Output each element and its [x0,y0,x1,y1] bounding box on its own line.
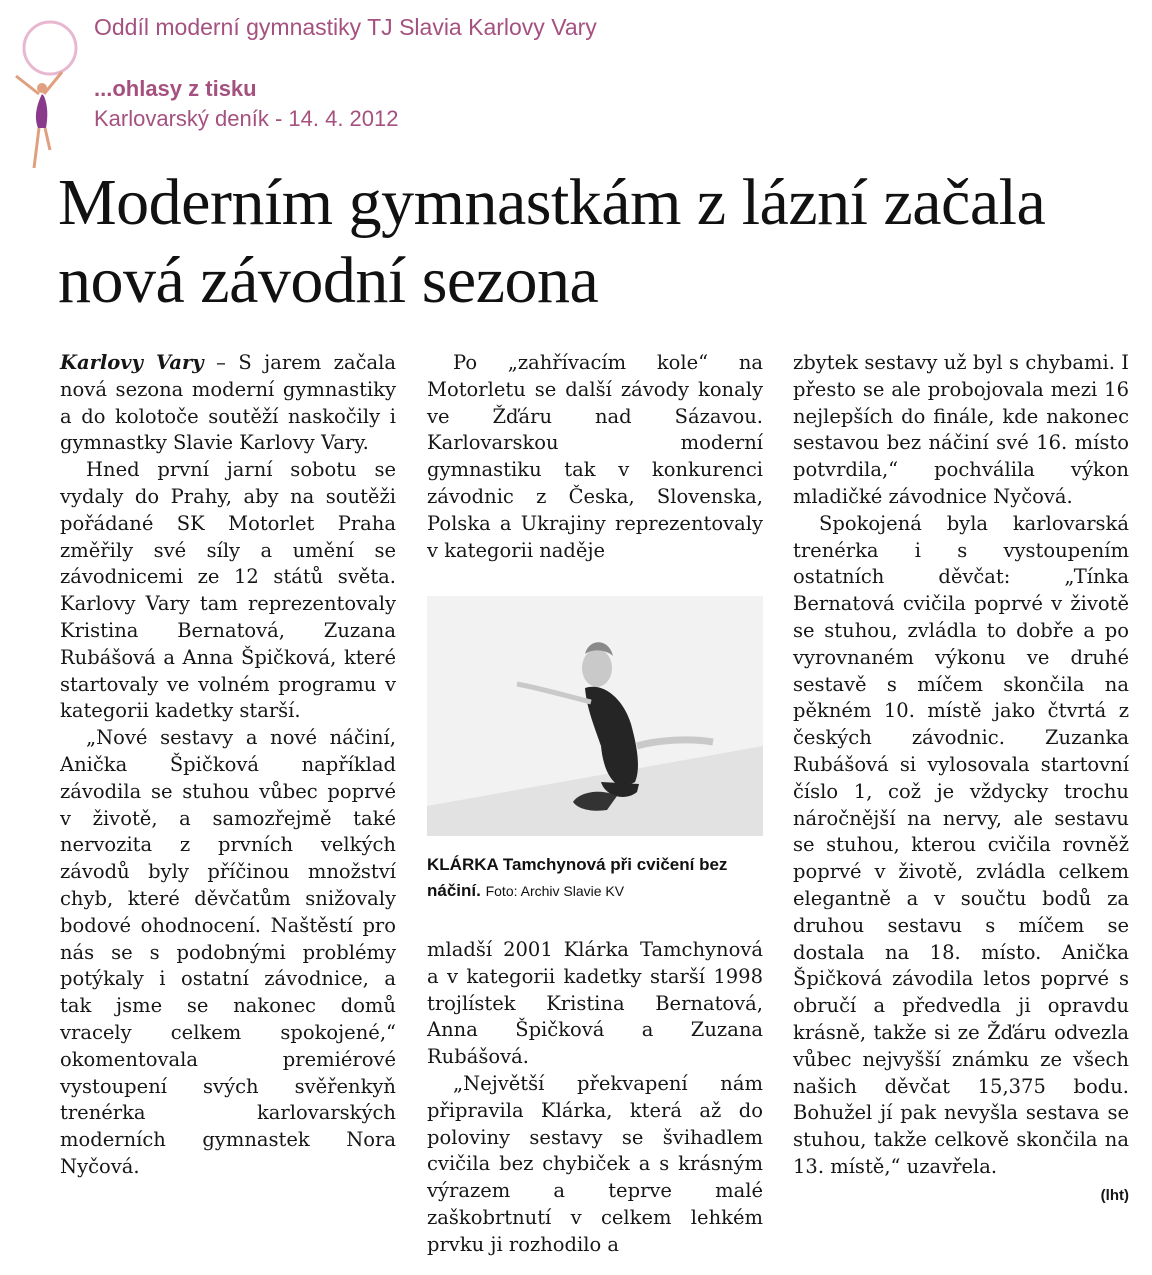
article-headline: Moderním gymnastkám z lázní začala nová závodní sezona [58,166,1046,317]
paragraph-6: Spokojená byla karlovarská trenérka i s vystoupením ostatních děvčat: „Tínka Bernatová cvičila poprvé v životě se stuhou, zvládla to dobře a po vyrovnaném výkonu ve druhé sestavě s míčem skončila na pěkném 10. místě jako čtvrtá z českých závodnic. Zuzanka Rubášová si vylosovala startovní číslo 1, což je vždycky trochu náročnější na nervy, ale sestavu se stuhou, kterou cvičila rovněž poprvé v životě, zvládla celkem elegantně a v součtu bodů za druhou sestavu s míčem se dostala na 18. místo. Anička Špičková závodila letos poprvé s obručí a předvedla ji opravdu krásně, takže si ze Žďáru odvezla vůbec nejvyšší známku ze všech našich děvčat 15,375 bodu. Bohužel jí pak nevyšla sestava se stuhou, takže celkově skončila na 13. místě,“ uzavřela. [793,511,1129,1178]
section-label: ...ohlasy z tisku [94,76,257,101]
lead-paragraph [60,350,396,457]
byline-row [793,1181,1129,1210]
paragraph-5: „Největší překvapení nám připravila Klárka, která až do poloviny sestavy se švihadlem cvičila bez chybiček a s krásným výrazem a teprve malé zaškobrtnutí v celkem lehkém prvku ji rozhodilo a [427,1071,763,1256]
paragraph-5-continued: zbytek sestavy už byl s chybami. I přesto se ale probojovala mezi 16 nejlepších do finále, kde nakonec sestavou bez náčiní své 16. místo potvrdila,“ pochválila výkon mladičké závodnice Nyčová. [793,351,1129,508]
article-column-2-bottom [427,937,763,1259]
club-title: Oddíl moderní gymnastiky TJ Slavia Karlovy Vary [94,14,597,40]
lead-text: – S jarem začala nová sezona moderní gymnastiky a do kolotoče soutěží naskočily i gymnastky Slavie Karlovy Vary. [60,351,396,455]
source-line: Karlovarský deník - 14. 4. 2012 [94,106,399,131]
gymnast-photo-image [427,596,763,836]
paragraph-4: Po „zahřívacím kole“ na Motorletu se další závody konaly ve Žďáru nad Sázavou. Karlovarskou moderní gymnastiku tak v konkurenci závodnic z Česka, Slovenska, Polska a Ukrajiny reprezentovaly v kategorii naděje [427,351,763,562]
article-column-3 [793,350,1129,1210]
caption-text: KLÁRKA Tamchynová při cvičení bez náčiní. [427,855,728,900]
paragraph-2: Hned první jarní sobotu se vydaly do Prahy, aby na soutěži pořádané SK Motorlet Praha změřily své síly a umění se závodnicemi ze 12 států světa. Karlovy Vary tam reprezentovaly Kristina Bernatová, Zuzana Rubášová a Anna Špičková, které startovaly ve volném programu v kategorii kadetky starší. [60,458,396,723]
dateline: Karlovy Vary [60,351,204,374]
photo-credit: Foto: Archiv Slavie KV [485,883,625,899]
gymnast-logo-icon [6,10,82,170]
photo-caption [427,852,763,904]
article-column-1 [60,350,396,1181]
paragraph-3: „Nové sestavy a nové náčiní, Anička Špičková například závodila se stuhou vůbec poprvé v životě, a samozřejmě také nervozita z prvních velkých závodů byly příčinou množství chyb, které děvčatům snižovaly bodové ohodnocení. Naštěstí pro nás se s podobnými problémy potýkaly i ostatní závodnice, a tak jsme se nakonec domů vracely celkem spokojené,“ okomentovala premiérové vystoupení svých svěřenkyň trenérka karlovarských moderních gymnastek Nora Nyčová. [60,726,396,1178]
byline: (lht) [1100,1186,1129,1204]
paragraph-4-continued: mladší 2001 Klárka Tamchynová a v kategorii kadetky starší 1998 trojlístek Kristina Bernatová, Anna Špičková a Zuzana Rubášová. [427,938,763,1069]
club-logo [6,10,82,170]
article-photo [427,596,763,836]
article-column-2-top [427,350,763,564]
